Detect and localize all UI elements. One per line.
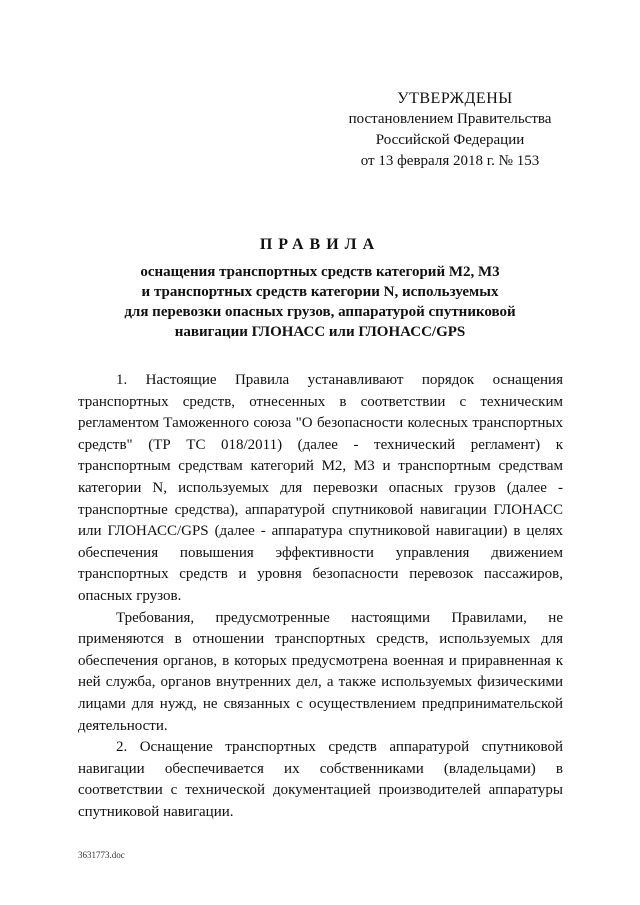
document-title: ПРАВИЛА [259,236,381,253]
file-name-footer: 3631773.doc [78,850,125,860]
approval-line-3: от 13 февраля 2018 г. № 153 [360,153,540,169]
approval-block [330,88,570,172]
subtitle-line: навигации ГЛОНАСС или ГЛОНАСС/GPS [174,324,466,340]
paragraph-3: 2. Оснащение транспортных средств аппаратурой спутниковой навигации обеспечивается их собственниками (владельцами) в соответствии с технической документацией производителей аппаратуры спутниковой навигации. [78,739,563,820]
approval-line-2: Российской Федерации [375,132,525,148]
subtitle-line: оснащения транспортных средств категорий М2, М3 [140,264,500,280]
paragraph-2: Требования, предусмотренные настоящими Правилами, не применяются в отношении транспортных средств, используемых для обеспечения органов, в которых предусмотрена военная и приравненная к ней служба, органов внутренних дел, а также используемых физическими лицами для нужд, не связанных с осуществлением предпринимательской деятельности. [78,609,563,734]
subtitle-line: для перевозки опасных грузов, аппаратурой спутниковой [124,304,516,320]
paragraph-1: 1. Настоящие Правила устанавливают порядок оснащения транспортных средств, отнесенных в соответствии с техническим регламентом Таможенного союза "О безопасности колесных транспортных средств" (ТР ТС 018/2011) (далее - технический регламент) к транспортным средствам категорий М2, М3 и транспортным средствам категории N, используемых для перевозки опасных грузов (далее - транспортные средства), аппаратурой спутниковой навигации ГЛОНАСС или ГЛОНАСС/GPS (далее - аппаратура спутниковой навигации) в целях обеспечения повышения эффективности управления движением транспортных средств и уровня безопасности перевозок пассажиров, опасных грузов. [78,372,563,604]
document-subtitle [90,262,550,342]
subtitle-line: и транспортных средств категории N, используемых [141,284,499,300]
document-body [78,370,563,823]
approval-line-1: постановлением Правительства [348,111,552,127]
approval-heading: УТВЕРЖДЕНЫ [397,90,513,107]
